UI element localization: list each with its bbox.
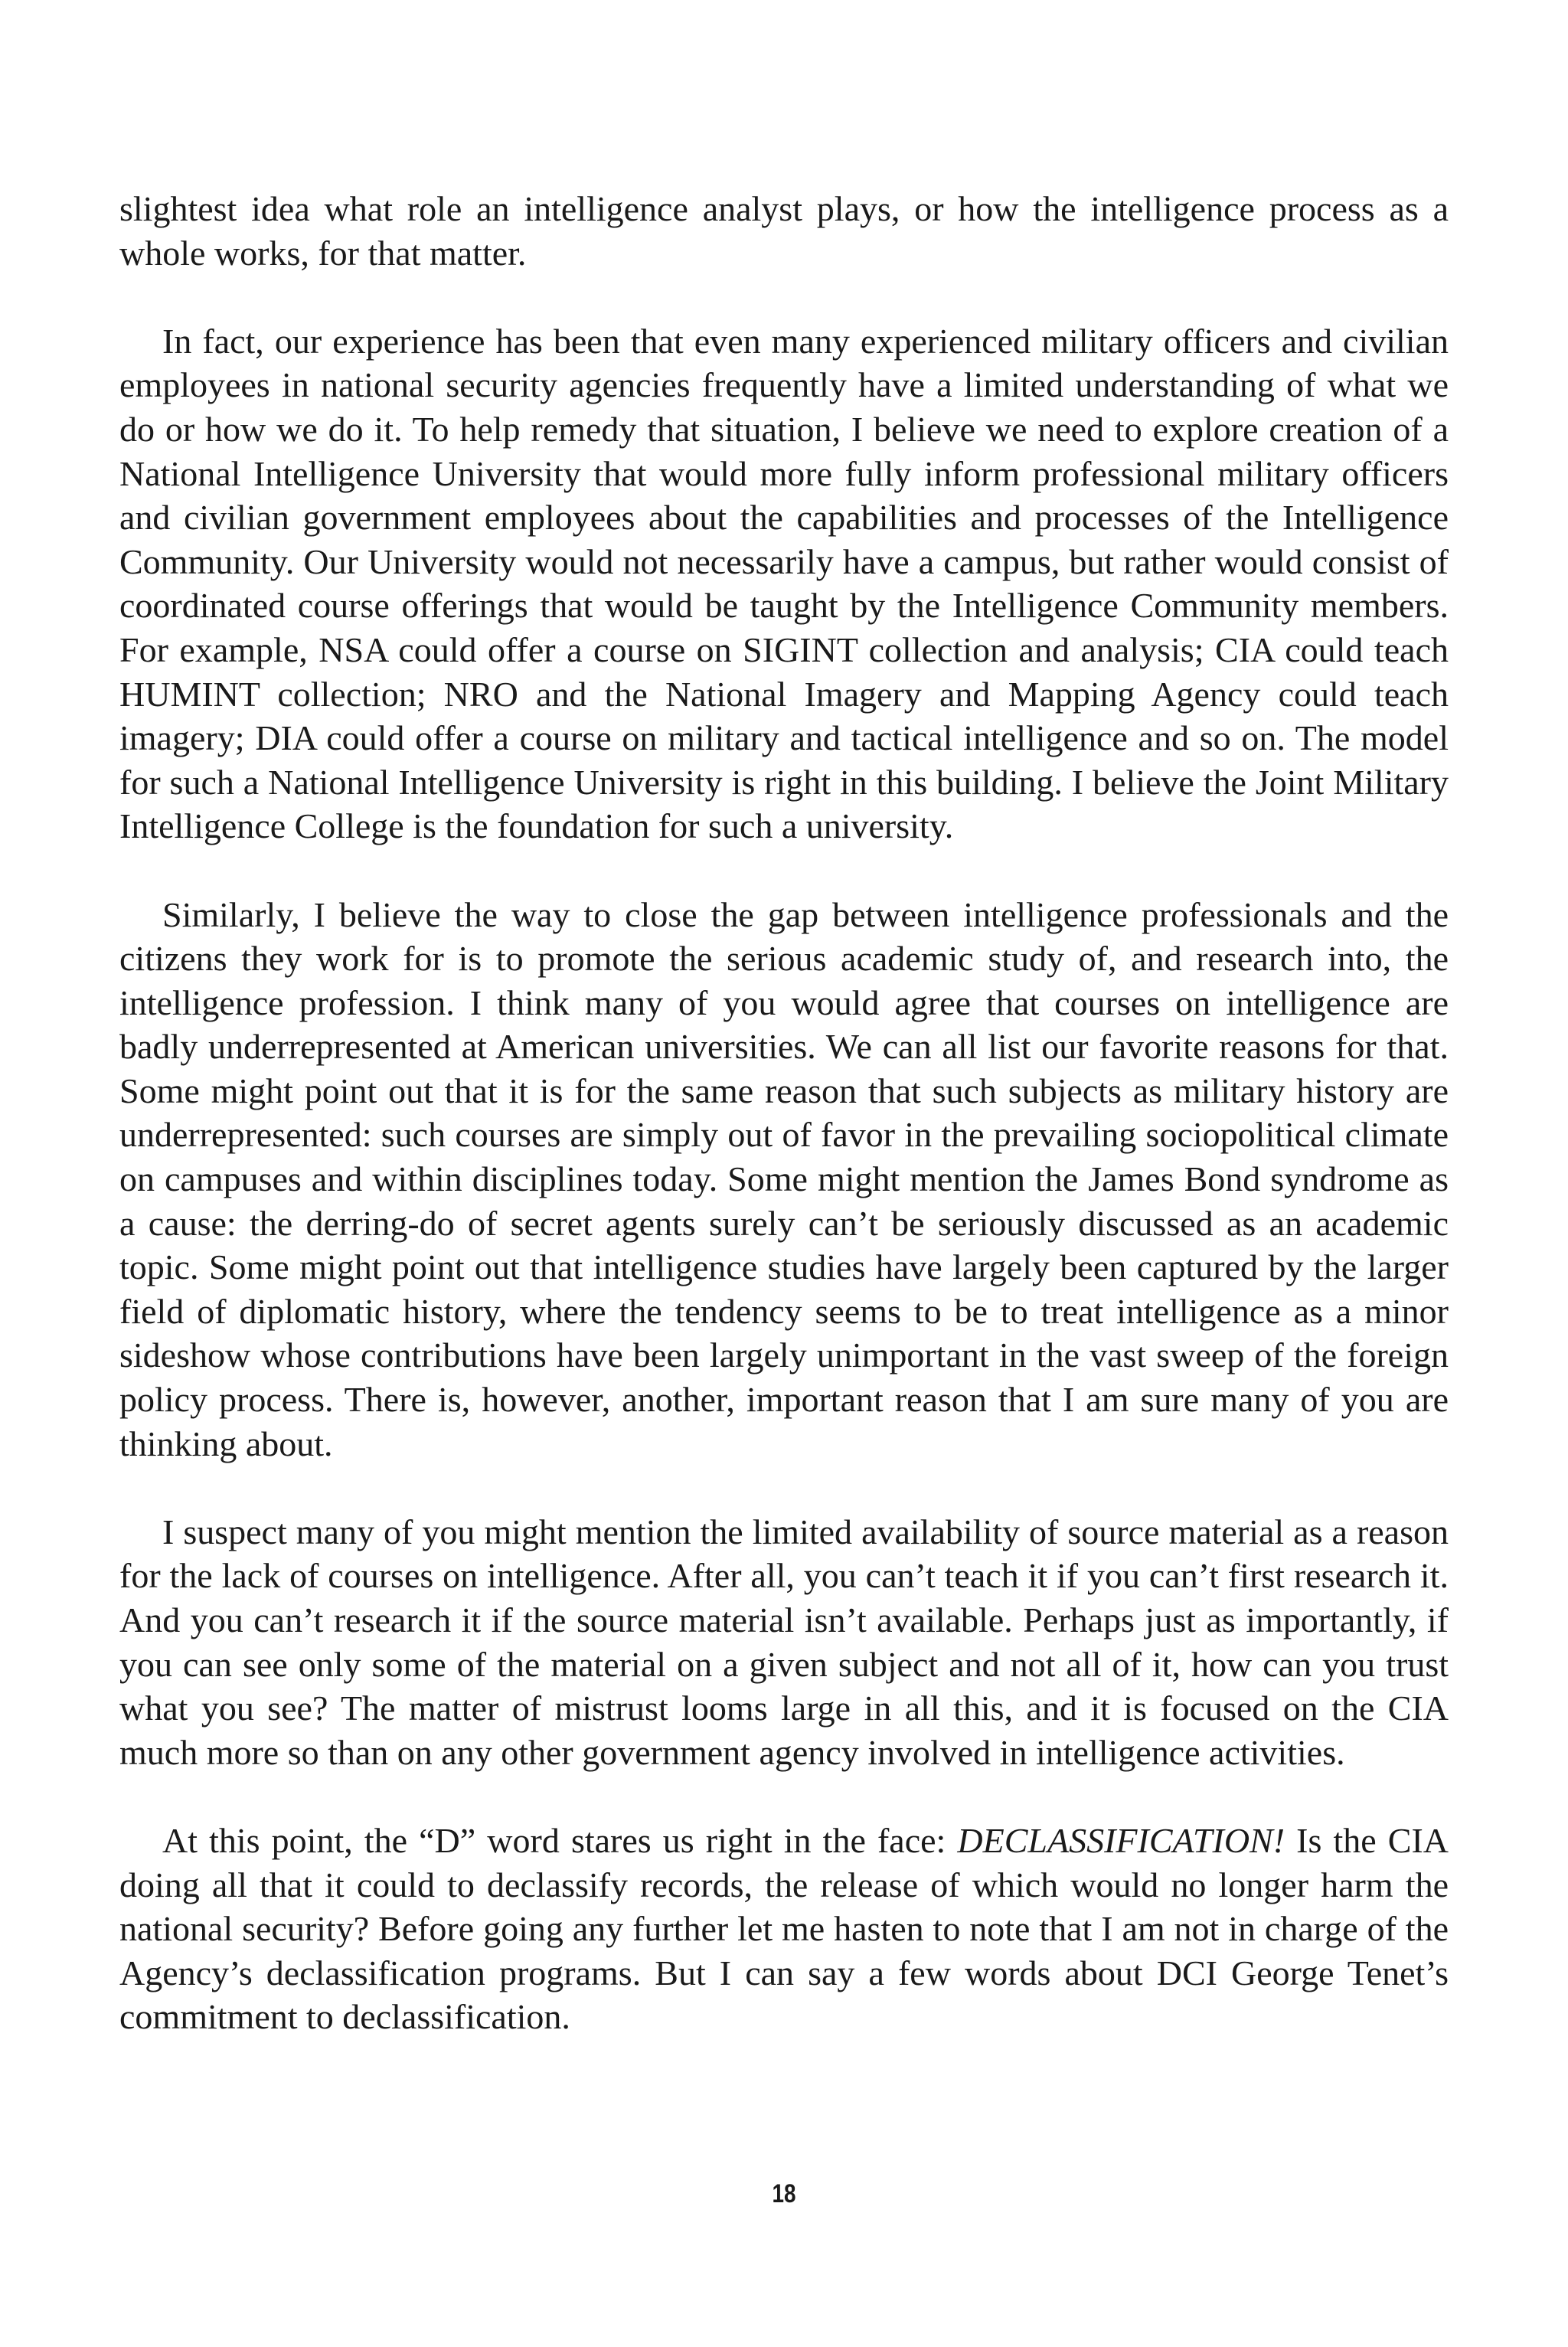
paragraph-continued: slightest idea what role an intelligence analyst plays, or how the intelligence process as a whole works, for that matter. (119, 189, 1449, 273)
paragraph-academic-study: Similarly, I believe the way to close the gap between intelligence professionals and the citizens they work for is to promote the serious academic study of, and research into, the intelligence profession. I think many of you would agree that courses on intelligence are badly underrepresented at American universities. We can all list our favorite reasons for that. Some might point out that it is for the same reason that such subjects as military history are underrepresented: such courses are simply out of favor in the prevailing sociopolitical climate on campuses and within disciplines today. Some might mention the James Bond syndrome as a cause: the derring-do of secret agents surely can’t be seriously discussed as an academic topic. Some might point out that intelligence studies have largely been captured by the larger field of diplomatic history, where the tendency seems to be to treat intelligence as a minor sideshow whose contributions have been largely unimportant in the vast sweep of the foreign policy process. There is, however, another, important reason that I am sure many of you are thinking about. (119, 894, 1449, 1463)
paragraph-declassification (119, 1819, 1449, 2039)
declassification-emphasis: DECLASSIFICATION! (957, 1820, 1285, 1860)
paragraph-source-material: I suspect many of you might mention the limited availability of source material as a reason for the lack of courses on intelligence. After all, you can’t teach it if you can’t first research it. And you can’t research it if the source material isn’t available. Perhaps just as importantly, if you can see only some of the material on a given subject and not all of it, how can you trust what you see? The matter of mistrust looms large in all this, and it is focused on the CIA much more so than on any other government agency involved in intelligence activities. (119, 1512, 1449, 1772)
declassification-trailing-text: Is the CIA doing all that it could to declassify records, the release of which would no longer harm the national security? Before going any further let me hasten to note that I am not in charge of the Agency’s declassification programs. But I can say a few words about DCI George Tenet’s commitment to declassification. (119, 1820, 1449, 2037)
declassification-lead-text: At this point, the “D” word stares us right in the face: (162, 1820, 958, 1860)
body-text (119, 187, 1449, 2039)
paragraph-intelligence-university: In fact, our experience has been that even many experienced military officers and civilian employees in national security agencies frequently have a limited understanding of what we do or how we do it. To help remedy that situation, I believe we need to explore creation of a National Intelligence University that would more fully inform professional military officers and civilian government employees about the capabilities and processes of the Intelligence Community. Our University would not necessarily have a campus, but rather would consist of coordinated course offerings that would be taught by the Intelligence Community members. For example, NSA could offer a course on SIGINT collection and analysis; CIA could teach HUMINT collection; NRO and the National Imagery and Mapping Agency could teach imagery; DIA could offer a course on military and tactical intelligence and so on. The model for such a National Intelligence University is right in this building. I believe the Joint Military Intelligence College is the foundation for such a university. (119, 321, 1449, 846)
page-number: 18 (772, 2179, 796, 2208)
